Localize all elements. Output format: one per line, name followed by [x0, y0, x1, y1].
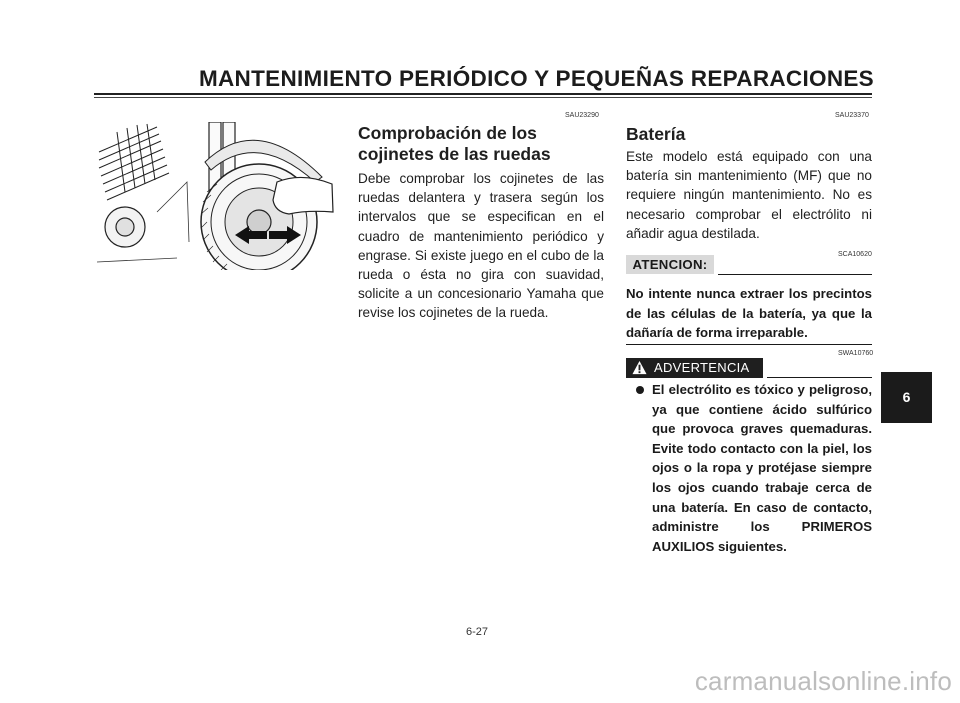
page-number: 6-27 — [466, 626, 489, 638]
hand — [273, 177, 333, 214]
warning-triangle-icon — [632, 360, 647, 375]
caution-rule-top — [718, 274, 872, 275]
warning-label-box — [626, 358, 763, 378]
attention-label: ATENCION: — [626, 255, 714, 274]
warning-rule — [767, 377, 872, 378]
header-rule-thin — [94, 97, 872, 98]
warning-code: SWA10760 — [838, 350, 874, 357]
section-code: SAU23370 — [835, 112, 869, 119]
watermark: carmanualsonline.info — [694, 666, 952, 696]
warning-bullet-text: El electrólito es tóxico y peligroso, ya que contiene ácido sulfúrico que provoca graves quemaduras. Evite todo contacto con la piel, los ojos o la ropa y protéjase siempre los ojos cuando trabaje cerca de una batería. En caso de contacto, administre los PRIMEROS AUXILIOS siguientes. — [652, 382, 872, 554]
wheel-bearing-illustration — [97, 122, 336, 270]
engine-cover — [105, 207, 145, 247]
header-rule — [94, 93, 872, 95]
chapter-tab[interactable]: 6 — [881, 372, 932, 423]
caution-text: No intente nunca extraer los precintos de las células de la batería, ya que la dañaría de forma irreparable. — [626, 286, 872, 340]
page-header-title: MANTENIMIENTO PERIÓDICO Y PEQUEÑAS REPARACIONES — [198, 66, 874, 91]
caution-rule-bottom — [626, 344, 872, 345]
section-title: Batería — [626, 124, 686, 144]
bullet-dot — [636, 386, 644, 394]
section-body: Debe comprobar los cojinetes de las ruedas delantera y trasera según los intervalos que se especifican en el cuadro de mantenimiento periódico y engrase. Si existe juego en el cubo de la rueda o ésta no gira con suavidad, solicite a un concesionario Yamaha que revise los cojinetes de la rueda. — [358, 171, 604, 321]
engine-fins — [99, 124, 169, 200]
warning-label: ADVERTENCIA — [654, 360, 750, 375]
section-body: Este modelo está equipado con una batería sin mantenimiento (MF) que no requiere ningún mantenimiento. No es necesario comprobar el electrólito ni añadir agua destilada. — [626, 149, 872, 241]
section-title-line1: Comprobación de los — [358, 123, 537, 143]
section-title-line2: cojinetes de las ruedas — [358, 144, 551, 164]
caution-code: SCA10620 — [838, 251, 872, 258]
section-code: SAU23290 — [565, 112, 599, 119]
